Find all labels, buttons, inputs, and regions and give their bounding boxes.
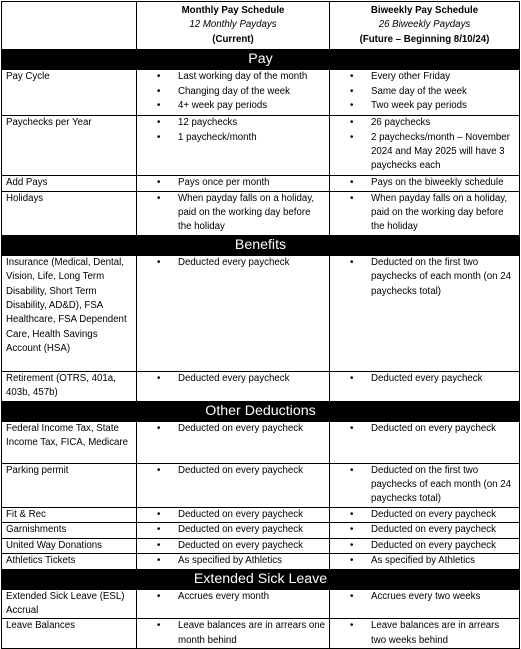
biweekly-bullet-list — [333, 176, 516, 190]
row-label: Federal Income Tax, State Income Tax, FICA, Medicare — [2, 421, 137, 463]
monthly-cell — [137, 191, 330, 235]
monthly-cell — [137, 538, 330, 553]
row-label: Insurance (Medical, Dental, Vision, Life, Long Term Disability, Short Term Disability, AD&D), FSA Healthcare, FSA Dependent Care, Health Savings Account (HSA) — [2, 255, 137, 371]
monthly-bullet-list — [140, 464, 326, 478]
bullet-item: • Pays on the biweekly schedule — [371, 176, 516, 190]
section-title-extended-sick-leave: Extended Sick Leave — [2, 569, 520, 589]
monthly-bullet-list — [140, 192, 326, 235]
bullet-item: • Deducted on every paycheck — [178, 422, 326, 436]
biweekly-header-title: Biweekly Pay Schedule — [370, 5, 479, 16]
row-label: Pay Cycle — [2, 70, 137, 116]
bullet-item: • Deducted on every paycheck — [178, 539, 326, 553]
table-row — [2, 116, 520, 176]
table-row — [2, 421, 520, 463]
biweekly-bullet-list — [333, 372, 516, 386]
section-title-benefits: Benefits — [2, 235, 520, 255]
bullet-item: • As specified by Athletics — [178, 554, 326, 568]
monthly-bullet-list — [140, 70, 326, 113]
biweekly-cell — [330, 421, 520, 463]
row-label: Holidays — [2, 191, 137, 235]
monthly-bullet-list — [140, 116, 326, 145]
bullet-item: • Deducted every paycheck — [178, 372, 326, 386]
bullet-item: • Pays once per month — [178, 176, 326, 190]
biweekly-bullet-list — [333, 590, 516, 604]
table-row — [2, 463, 520, 507]
monthly-cell — [137, 371, 330, 401]
monthly-bullet-list — [140, 523, 326, 537]
header-blank-cell — [2, 2, 137, 50]
biweekly-cell — [330, 463, 520, 507]
biweekly-bullet-list — [333, 464, 516, 507]
monthly-bullet-list — [140, 619, 326, 648]
monthly-cell — [137, 176, 330, 191]
biweekly-bullet-list — [333, 256, 516, 299]
monthly-header-note: (Current) — [212, 33, 254, 45]
row-label: Add Pays — [2, 176, 137, 191]
bullet-item: • Two week pay periods — [371, 99, 516, 113]
section-row-other-deductions — [2, 401, 520, 421]
biweekly-cell — [330, 619, 520, 649]
biweekly-cell — [330, 176, 520, 191]
section-title-other-deductions: Other Deductions — [2, 401, 520, 421]
bullet-item: • Deducted on every paycheck — [178, 464, 326, 478]
table-row — [2, 507, 520, 522]
bullet-item: • Leave balances are in arrears one month behind — [178, 619, 326, 648]
monthly-bullet-list — [140, 256, 326, 270]
pay-schedule-table — [1, 1, 520, 649]
table-row — [2, 589, 520, 619]
bullet-item: • Deducted on every paycheck — [178, 508, 326, 522]
biweekly-cell — [330, 507, 520, 522]
bullet-item: • 1 paycheck/month — [178, 131, 326, 145]
biweekly-bullet-list — [333, 554, 516, 568]
biweekly-header — [330, 2, 520, 50]
biweekly-bullet-list — [333, 619, 516, 648]
bullet-item: • Deducted on every paycheck — [371, 422, 516, 436]
monthly-bullet-list — [140, 554, 326, 568]
monthly-cell — [137, 255, 330, 371]
monthly-bullet-list — [140, 590, 326, 604]
row-label: Parking permit — [2, 463, 137, 507]
bullet-item: • Deducted on every paycheck — [178, 523, 326, 537]
table-row — [2, 371, 520, 401]
biweekly-bullet-list — [333, 508, 516, 522]
monthly-header-subtitle: 12 Monthly Paydays — [189, 19, 277, 31]
table-row — [2, 70, 520, 116]
biweekly-cell — [330, 191, 520, 235]
row-label: Garnishments — [2, 523, 137, 538]
table-row — [2, 619, 520, 649]
biweekly-header-note: (Future – Beginning 8/10/24) — [359, 33, 490, 45]
bullet-item: • Changing day of the week — [178, 85, 326, 99]
bullet-item: • 12 paychecks — [178, 116, 326, 130]
bullet-item: • 26 paychecks — [371, 116, 516, 130]
biweekly-bullet-list — [333, 116, 516, 174]
monthly-header-title: Monthly Pay Schedule — [181, 5, 285, 16]
row-label: Fit & Rec — [2, 507, 137, 522]
bullet-item: • Deducted on every paycheck — [371, 508, 516, 522]
row-label: Paychecks per Year — [2, 116, 137, 176]
monthly-header — [137, 2, 330, 50]
biweekly-header-subtitle: 26 Biweekly Paydays — [378, 19, 471, 31]
monthly-bullet-list — [140, 176, 326, 190]
header-row — [2, 2, 520, 50]
biweekly-bullet-list — [333, 422, 516, 436]
bullet-item: • 4+ week pay periods — [178, 99, 326, 113]
bullet-item: • 2 paychecks/month – November 2024 and May 2025 will have 3 paychecks each — [371, 131, 516, 174]
biweekly-cell — [330, 589, 520, 619]
monthly-cell — [137, 619, 330, 649]
table-row — [2, 538, 520, 553]
biweekly-cell — [330, 523, 520, 538]
monthly-cell — [137, 421, 330, 463]
biweekly-cell — [330, 538, 520, 553]
bullet-item: • Deducted on the first two paychecks of each month (on 24 paychecks total) — [371, 256, 516, 299]
monthly-cell — [137, 70, 330, 116]
monthly-bullet-list — [140, 422, 326, 436]
monthly-cell — [137, 507, 330, 522]
bullet-item: • Every other Friday — [371, 70, 516, 84]
section-row-pay — [2, 50, 520, 70]
bullet-item: • Deducted on every paycheck — [371, 539, 516, 553]
table-row — [2, 554, 520, 569]
monthly-cell — [137, 463, 330, 507]
monthly-bullet-list — [140, 372, 326, 386]
bullet-item: • Deducted every paycheck — [178, 256, 326, 270]
bullet-item: • As specified by Athletics — [371, 554, 516, 568]
monthly-cell — [137, 523, 330, 538]
biweekly-bullet-list — [333, 192, 516, 235]
table-row — [2, 523, 520, 538]
row-label: Extended Sick Leave (ESL) Accrual — [2, 589, 137, 619]
monthly-cell — [137, 116, 330, 176]
biweekly-cell — [330, 255, 520, 371]
table-row — [2, 176, 520, 191]
row-label: United Way Donations — [2, 538, 137, 553]
section-row-extended-sick-leave — [2, 569, 520, 589]
bullet-item: • Same day of the week — [371, 85, 516, 99]
table-row — [2, 255, 520, 371]
monthly-cell — [137, 554, 330, 569]
monthly-bullet-list — [140, 508, 326, 522]
section-title-pay: Pay — [2, 50, 520, 70]
biweekly-bullet-list — [333, 539, 516, 553]
biweekly-bullet-list — [333, 70, 516, 113]
monthly-cell — [137, 589, 330, 619]
biweekly-cell — [330, 70, 520, 116]
row-label: Leave Balances — [2, 619, 137, 649]
monthly-bullet-list — [140, 539, 326, 553]
bullet-item: • Deducted on the first two paychecks of each month (on 24 paychecks total) — [371, 464, 516, 507]
bullet-item: • Accrues every month — [178, 590, 326, 604]
biweekly-bullet-list — [333, 523, 516, 537]
table-row — [2, 191, 520, 235]
section-row-benefits — [2, 235, 520, 255]
biweekly-cell — [330, 116, 520, 176]
row-label: Athletics Tickets — [2, 554, 137, 569]
bullet-item: • Last working day of the month — [178, 70, 326, 84]
biweekly-cell — [330, 554, 520, 569]
bullet-item: • Deducted every paycheck — [371, 372, 516, 386]
bullet-item: • Deducted on every paycheck — [371, 523, 516, 537]
bullet-item: • When payday falls on a holiday, paid on the working day before the holiday — [371, 192, 516, 235]
biweekly-cell — [330, 371, 520, 401]
bullet-item: • When payday falls on a holiday, paid on the working day before the holiday — [178, 192, 326, 235]
row-label: Retirement (OTRS, 401a, 403b, 457b) — [2, 371, 137, 401]
bullet-item: • Accrues every two weeks — [371, 590, 516, 604]
bullet-item: • Leave balances are in arrears two weeks behind — [371, 619, 516, 648]
